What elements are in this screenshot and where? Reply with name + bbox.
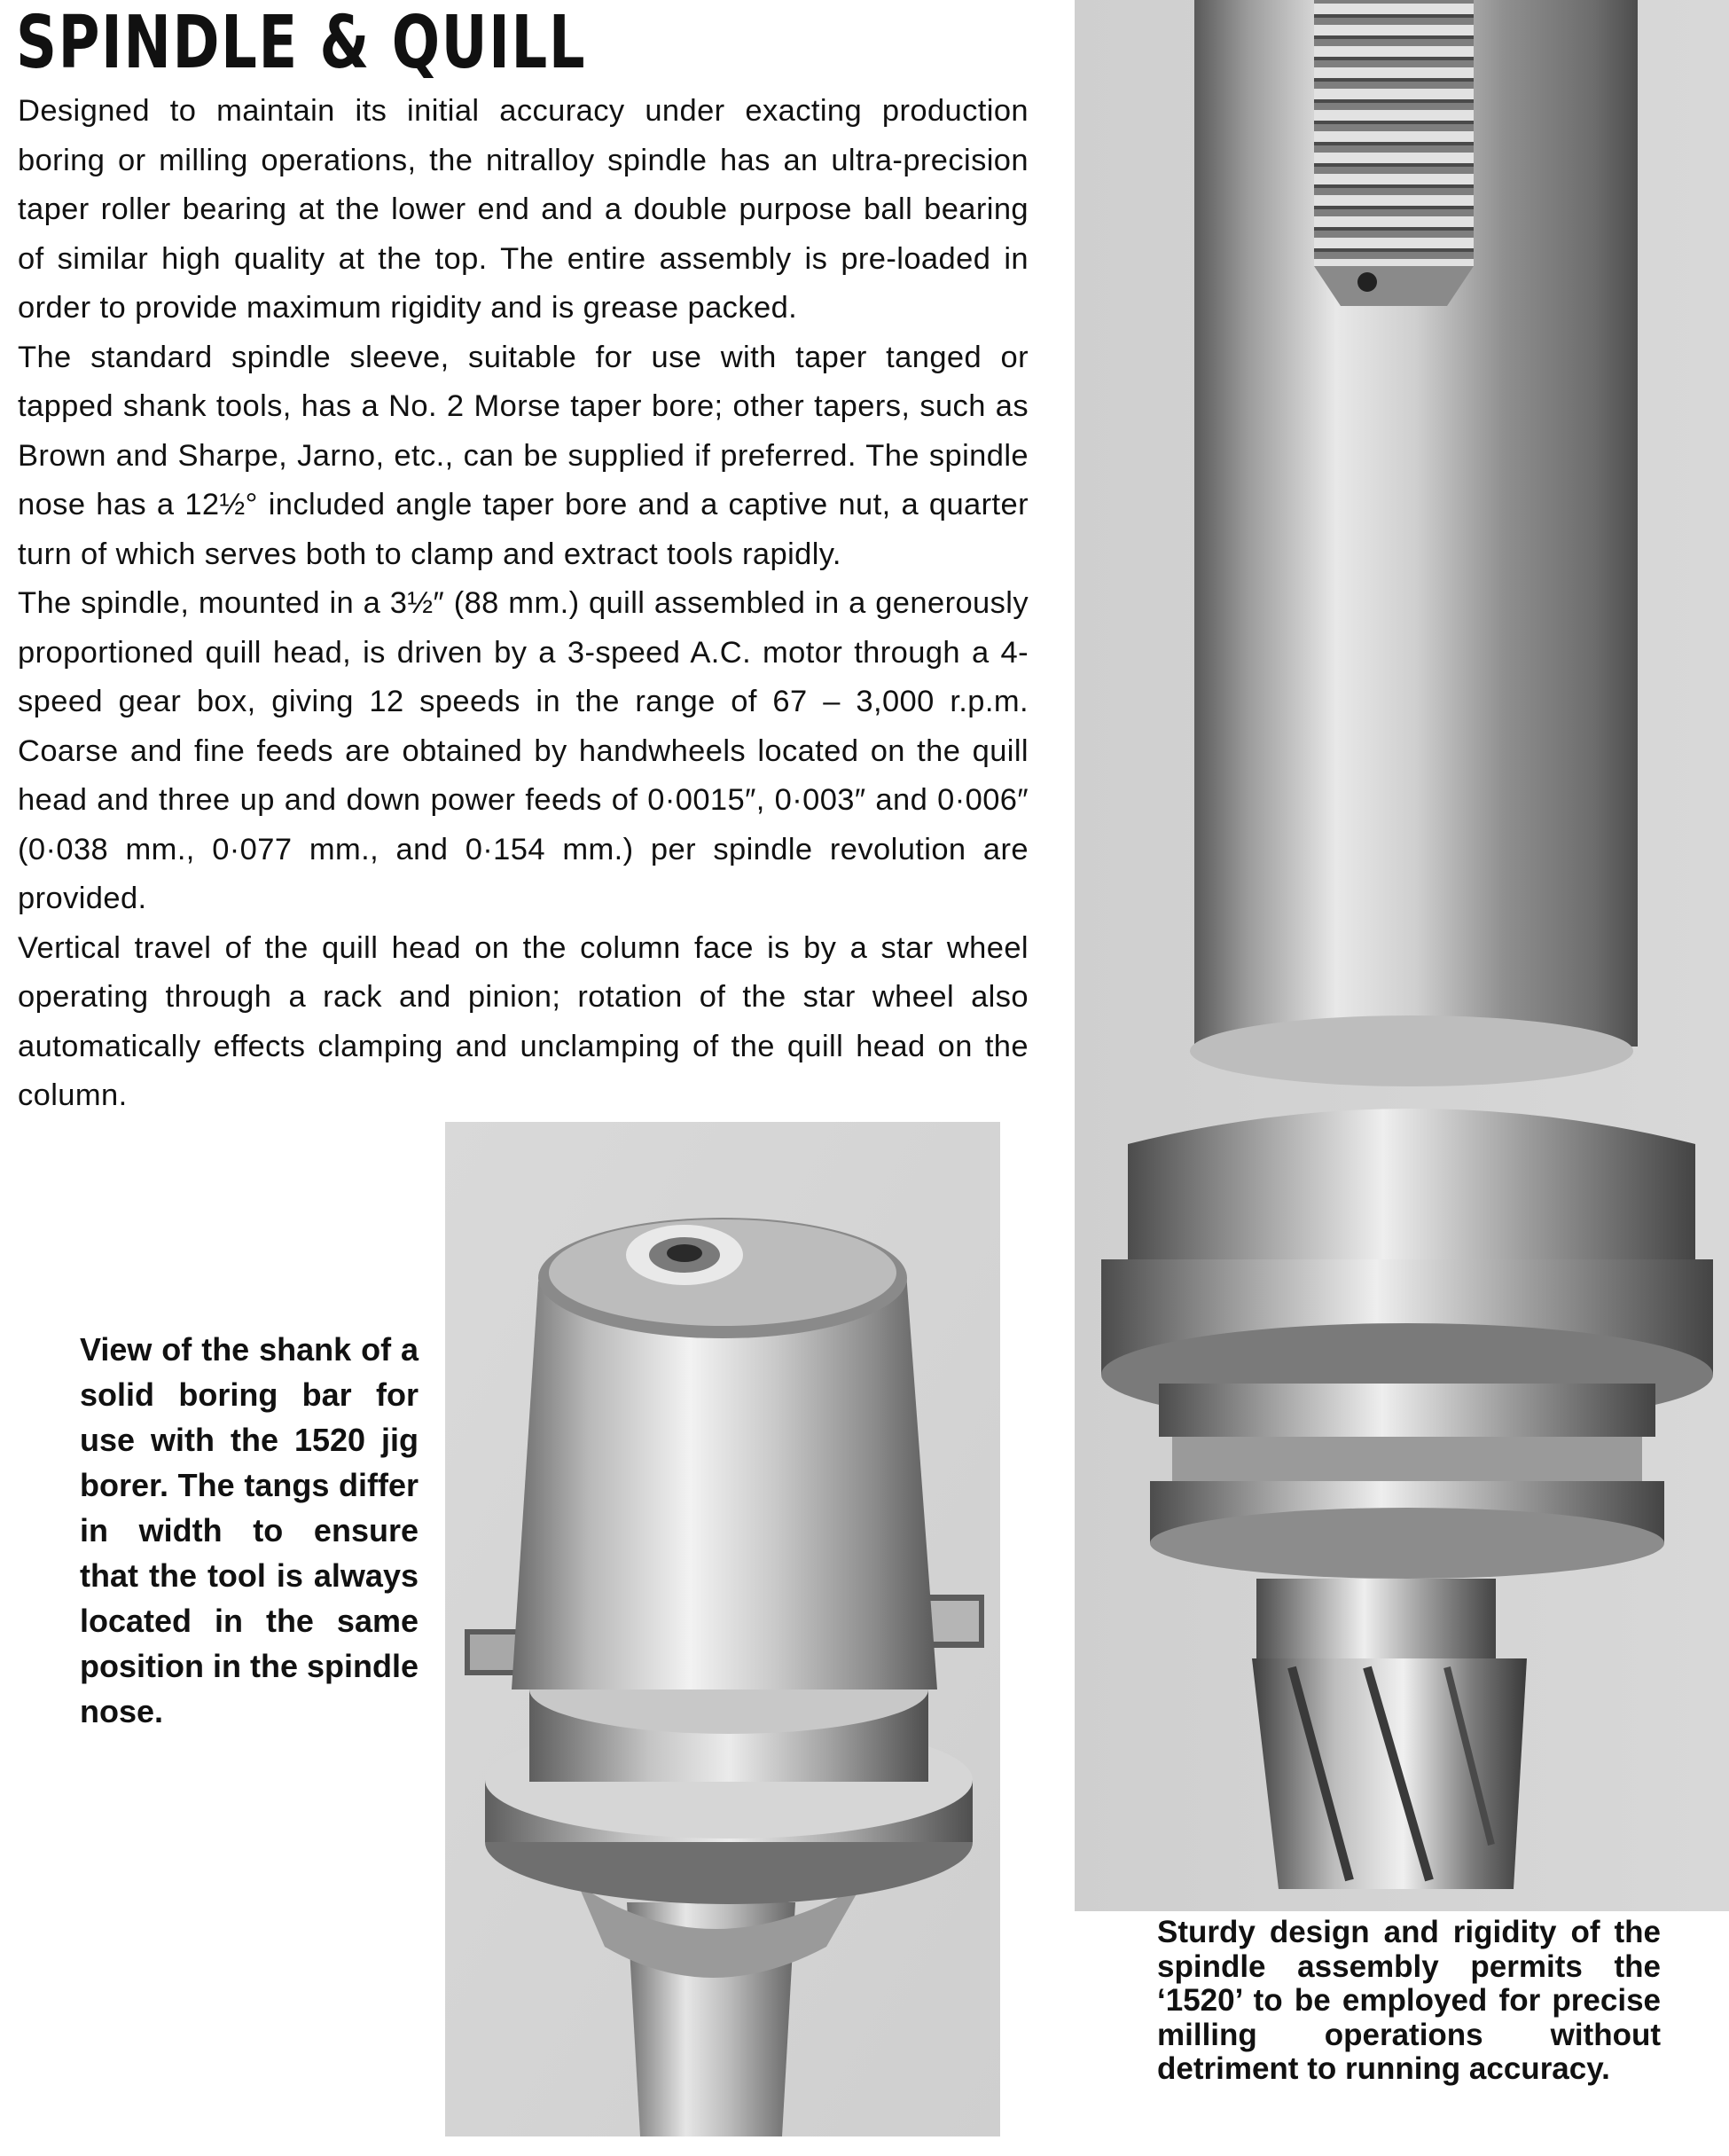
paragraph-drive-and-feeds: The spindle, mounted in a 3½″ (88 mm.) quill assembled in a generously proportioned quill head, is driven by a 3-speed A.C. motor through a 4-speed gear box, giving 12 speeds in the range of 67 – 3,000 r.p.m. Coarse and fine feeds are obtained by handwheels located on the quill head and three up and down power feeds of 0·0015″, 0·003″ and 0·006″ (0·038 mm., 0·077 mm., and 0·154 mm.) per spindle revolution are provided. — [18, 586, 1029, 915]
paragraph-vertical-travel: Vertical travel of the quill head on the column face is by a star wheel operating through a rack and pinion; rotation of the star wheel also automatically effects clamping and unclamping of the quill head on the column. — [18, 930, 1029, 1112]
shank-photo-caption: View of the shank of a solid boring bar for use with the 1520 jig borer. The tangs differ in width to ensure that the tool is always located in the same position in the spindle nose. — [80, 1331, 419, 1729]
spindle-photo-caption: Sturdy design and rigidity of the spindle assembly permits the ‘1520’ to be employed for precise milling operations without detriment to running accuracy. — [1157, 1915, 1661, 2086]
page-title: SPINDLE & QUILL — [16, 1, 587, 85]
spindle-assembly-photo — [1075, 0, 1729, 1911]
paragraph-spindle-sleeve: The standard spindle sleeve, suitable for use with taper tanged or tapped shank tools, has a No. 2 Morse taper bore; other tapers, such as Brown and Sharpe, Jarno, etc., can be supplied if preferred. The spindle nose has a 12½° included angle taper bore and a captive nut, a quarter turn of which serves both to clamp and extract tools rapidly. — [18, 340, 1029, 571]
boring-bar-shank-photo — [445, 1122, 1000, 2136]
paragraph-spindle-bearings: Designed to maintain its initial accuracy under exacting production boring or milling operations, the nitralloy spindle has an ultra-precision taper roller bearing at the lower end and a double purpose ball bearing of similar high quality at the top. The entire assembly is pre-loaded in order to provide maximum rigidity and is grease packed. — [18, 94, 1029, 325]
body-text — [18, 87, 1029, 1121]
